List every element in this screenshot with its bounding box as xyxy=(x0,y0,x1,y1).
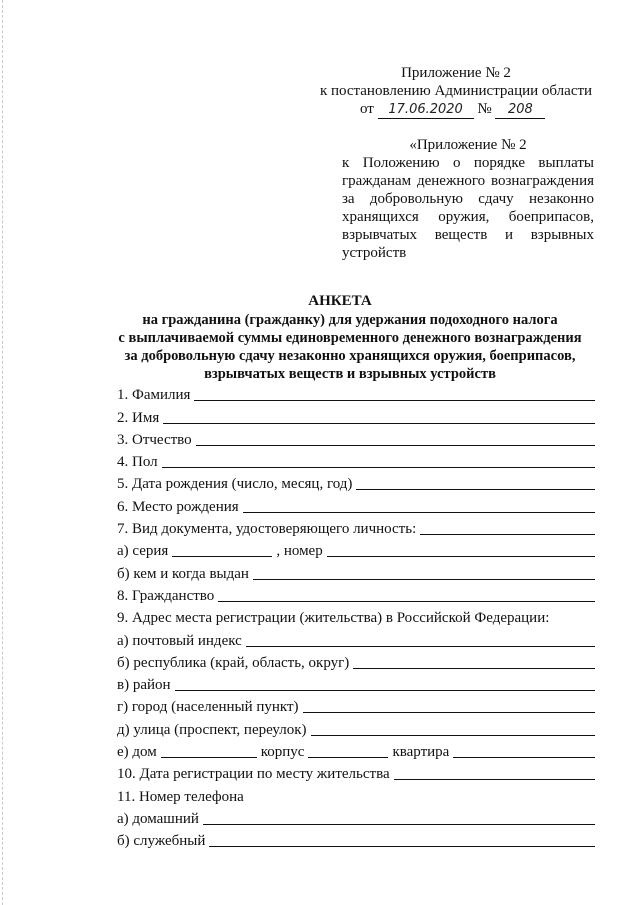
field-label: 6. Место рождения xyxy=(117,498,239,515)
field-issued-by xyxy=(117,560,595,582)
field-label: а) почтовый индекс xyxy=(117,632,242,649)
street-blank[interactable] xyxy=(311,735,596,736)
field-district xyxy=(117,672,595,694)
field-label: б) служебный xyxy=(117,833,206,850)
form-fields xyxy=(117,382,595,850)
district-blank[interactable] xyxy=(175,690,595,691)
handwritten-date: 17.06.2020 xyxy=(378,102,474,119)
field-label: а) домашний xyxy=(117,810,199,827)
field-registration-date xyxy=(117,761,595,783)
sex-blank[interactable] xyxy=(162,467,595,468)
citizenship-blank[interactable] xyxy=(218,601,595,602)
postal-code-blank[interactable] xyxy=(246,646,595,647)
field-label: , номер xyxy=(276,543,323,560)
house-blank[interactable] xyxy=(161,757,257,758)
subtitle-line: на гражданина (гражданку) для удержания подоходного налога xyxy=(142,312,558,328)
field-label: б) республика (край, область, округ) xyxy=(117,654,350,671)
field-city xyxy=(117,694,595,716)
field-house xyxy=(117,739,595,761)
field-birth-place xyxy=(117,493,595,515)
number-prefix: № xyxy=(477,101,492,117)
field-label: в) район xyxy=(117,677,171,694)
handwritten-number: 208 xyxy=(495,102,545,119)
field-label: корпус xyxy=(260,744,305,761)
field-citizenship xyxy=(117,583,595,605)
issued-by-blank[interactable] xyxy=(253,579,595,580)
field-label: 9. Адрес места регистрации (жительства) в Российской Федерации: xyxy=(117,610,550,627)
field-registration-address xyxy=(117,605,595,627)
field-label: б) кем и когда выдан xyxy=(117,565,249,582)
field-label: 3. Отчество xyxy=(117,431,192,448)
field-sex xyxy=(117,449,595,471)
field-label: 1. Фамилия xyxy=(117,387,191,404)
field-label: г) город (населенный пункт) xyxy=(117,699,299,716)
field-label: 2. Имя xyxy=(117,409,160,426)
field-work-phone xyxy=(117,828,595,850)
scan-edge xyxy=(2,0,3,905)
number-blank[interactable] xyxy=(327,556,595,557)
subtitle-line: с выплачиваемой суммы единовременного денежного вознаграждения xyxy=(118,330,582,346)
field-label: е) дом xyxy=(117,744,157,761)
birth-place-blank[interactable] xyxy=(243,512,595,513)
id-document-blank[interactable] xyxy=(420,534,595,535)
field-birth-date xyxy=(117,471,595,493)
series-blank[interactable] xyxy=(172,556,272,557)
appendix-body: к Положению о порядке выплаты гражданам денежного вознаграждения за добровольную сдачу незаконно хранящихся оружия, боеприпасов, взрывчатых веществ и взрывных устройств xyxy=(342,155,594,261)
field-label: 10. Дата регистрации по месту жительства xyxy=(117,766,390,783)
field-label: 5. Дата рождения (число, месяц, год) xyxy=(117,476,353,493)
field-series-number xyxy=(117,538,595,560)
building-blank[interactable] xyxy=(308,757,388,758)
field-postal-code xyxy=(117,627,595,649)
form-title: АНКЕТА xyxy=(308,293,372,309)
subtitle-line: за добровольную сдачу незаконно хранящихся оружия, боеприпасов, xyxy=(124,348,576,364)
field-street xyxy=(117,716,595,738)
header-date-number-line xyxy=(360,100,545,119)
field-label: 8. Гражданство xyxy=(117,587,215,604)
registration-date-blank[interactable] xyxy=(394,779,595,780)
home-phone-blank[interactable] xyxy=(203,824,595,825)
field-label: квартира xyxy=(392,744,450,761)
field-phone xyxy=(117,783,595,805)
field-label: 11. Номер телефона xyxy=(117,788,244,805)
field-name xyxy=(117,404,595,426)
header-appendix-line: Приложение № 2 xyxy=(401,65,511,81)
field-label: а) серия xyxy=(117,543,169,560)
work-phone-blank[interactable] xyxy=(209,846,595,847)
patronymic-blank[interactable] xyxy=(196,445,595,446)
field-label: 4. Пол xyxy=(117,454,158,471)
field-surname xyxy=(117,382,595,404)
date-prefix: от xyxy=(360,101,374,117)
header-decree-line: к постановлению Администрации области xyxy=(319,83,593,99)
field-id-document xyxy=(117,516,595,538)
field-label: 7. Вид документа, удостоверяющего личность: xyxy=(117,521,417,538)
field-label: д) улица (проспект, переулок) xyxy=(117,721,307,738)
surname-blank[interactable] xyxy=(194,400,595,401)
form-subtitle xyxy=(60,311,640,383)
apartment-blank[interactable] xyxy=(453,757,595,758)
region-blank[interactable] xyxy=(353,668,595,669)
birth-date-blank[interactable] xyxy=(356,489,595,490)
field-home-phone xyxy=(117,806,595,828)
subtitle-line: взрывчатых веществ и взрывных устройств xyxy=(204,366,496,382)
appendix-block xyxy=(342,136,594,262)
field-region xyxy=(117,650,595,672)
appendix-title: «Приложение № 2 xyxy=(409,137,527,153)
field-patronymic xyxy=(117,427,595,449)
city-blank[interactable] xyxy=(303,712,595,713)
name-blank[interactable] xyxy=(163,423,595,424)
